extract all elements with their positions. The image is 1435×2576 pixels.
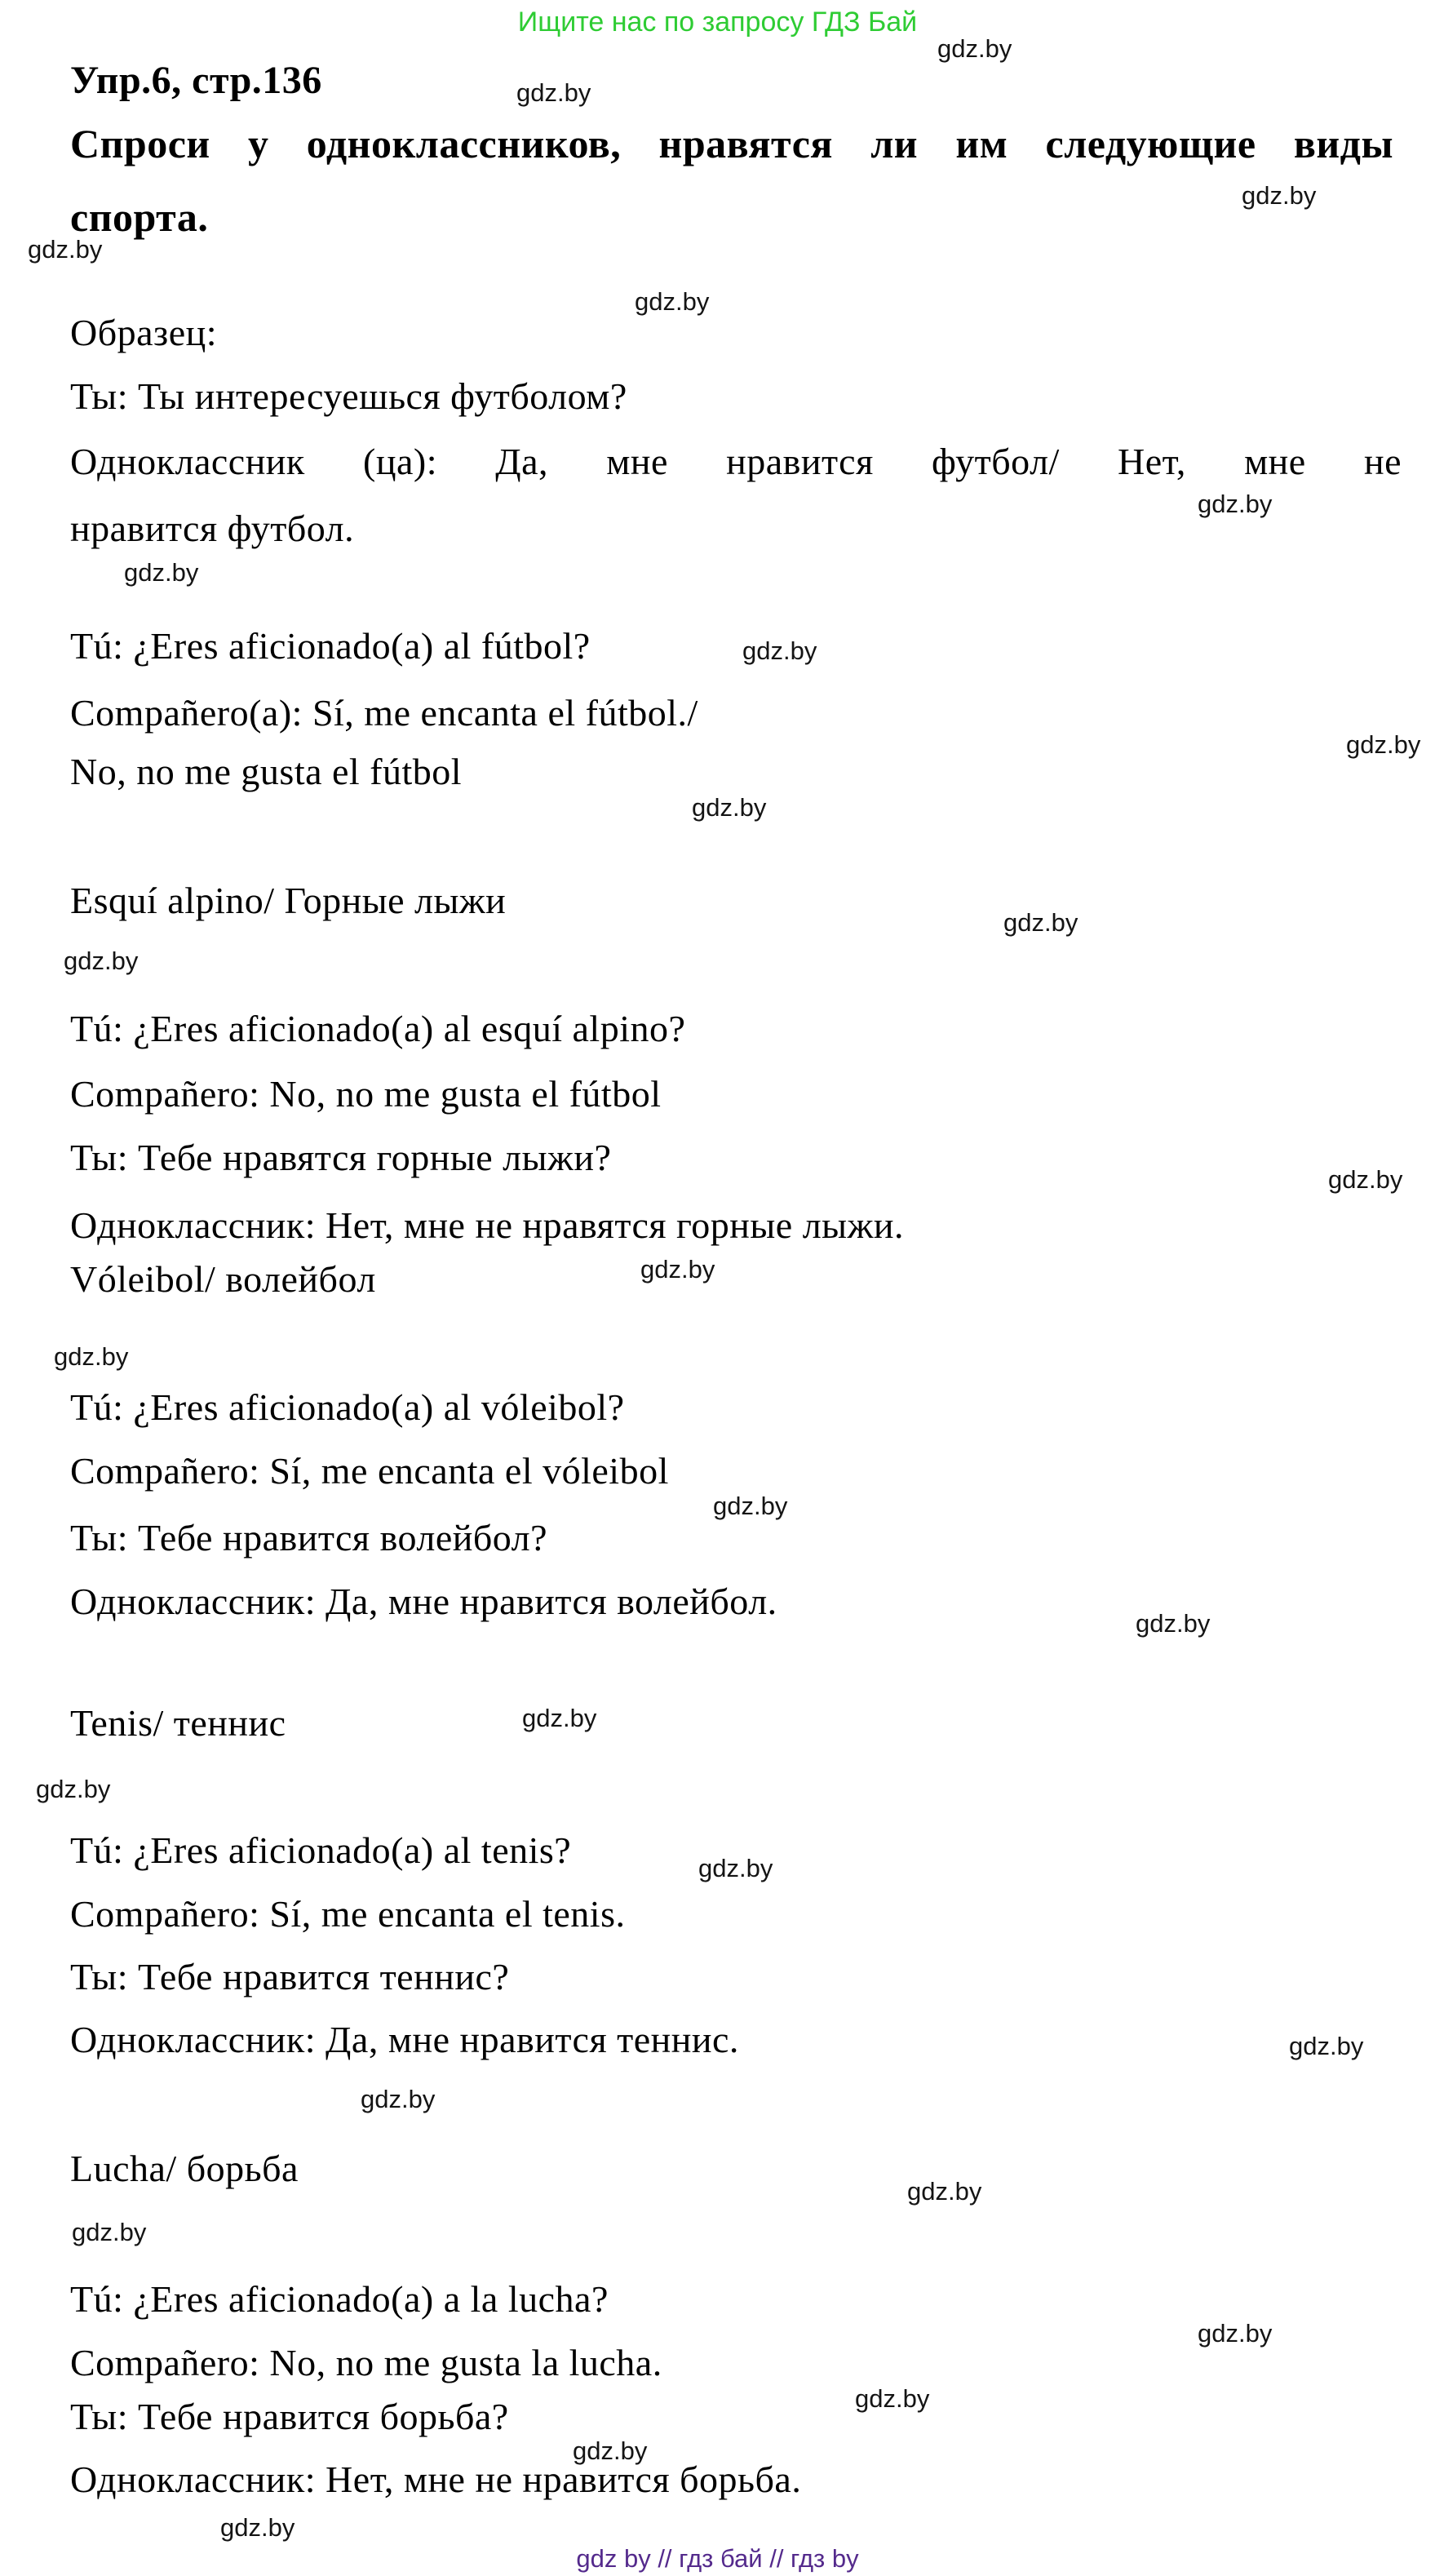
gdzby-watermark: gdz.by xyxy=(54,1342,129,1371)
gdzby-watermark: gdz.by xyxy=(635,287,710,316)
dialogue-ru-answer: Одноклассник: Нет, мне не нравится борьба. xyxy=(70,2459,802,2500)
dialogue-ru-answer: Одноклассник: Нет, мне не нравятся горные лыжи. xyxy=(70,1204,904,1246)
dialogue-es-answer: Compañero: No, no me gusta la lucha. xyxy=(70,2342,662,2383)
sample-es-answer-line-2: No, no me gusta el fútbol xyxy=(70,751,463,792)
dialogue-ru-answer: Одноклассник: Да, мне нравится теннис. xyxy=(70,2019,739,2060)
promo-note-top: Ищите нас по запросу ГДЗ Бай xyxy=(517,7,918,38)
gdzby-watermark: gdz.by xyxy=(937,34,1012,63)
gdzby-watermark: gdz.by xyxy=(742,636,817,665)
gdzby-watermark: gdz.by xyxy=(1289,2032,1364,2060)
dialogue-ru-answer: Одноклассник: Да, мне нравится волейбол. xyxy=(70,1581,777,1622)
gdzby-watermark: gdz.by xyxy=(698,1854,773,1882)
dialogue-ru-question: Ты: Тебе нравится волейбол? xyxy=(70,1517,548,1558)
gdzby-watermark: gdz.by xyxy=(220,2513,295,2542)
section-heading: Esquí alpino/ Горные лыжи xyxy=(70,880,507,921)
dialogue-es-question: Tú: ¿Eres aficionado(a) al tenis? xyxy=(70,1829,572,1871)
sample-ru-question: Ты: Ты интересуешься футболом? xyxy=(70,375,627,417)
gdzby-watermark: gdz.by xyxy=(692,793,767,822)
gdzby-watermark: gdz.by xyxy=(28,235,103,264)
gdzby-watermark: gdz.by xyxy=(907,2177,982,2206)
gdzby-watermark: gdz.by xyxy=(713,1492,788,1520)
dialogue-es-answer: Compañero: Sí, me encanta el tenis. xyxy=(70,1893,626,1935)
dialogue-es-answer: Compañero: No, no me gusta el fútbol xyxy=(70,1073,662,1115)
sample-es-answer-line-1: Compañero(a): Sí, me encanta el fútbol./ xyxy=(70,692,698,734)
gdzby-watermark: gdz.by xyxy=(522,1704,597,1732)
sample-ru-answer-line-1: Одноклассник (ца): Да, мне нравится футбол/ Нет, мне не xyxy=(70,441,1402,482)
dialogue-es-question: Tú: ¿Eres aficionado(a) al vóleibol? xyxy=(70,1386,625,1428)
gdzby-watermark: gdz.by xyxy=(1328,1165,1403,1194)
section-heading: Tenis/ теннис xyxy=(70,1702,286,1744)
gdzby-watermark: gdz.by xyxy=(573,2436,648,2465)
gdzby-watermark: gdz.by xyxy=(64,947,139,975)
gdzby-watermark: gdz.by xyxy=(1242,181,1317,210)
gdzby-watermark: gdz.by xyxy=(1003,908,1078,937)
gdzby-watermark: gdz.by xyxy=(361,2085,436,2113)
dialogue-es-answer: Compañero: Sí, me encanta el vóleibol xyxy=(70,1450,669,1492)
gdzby-watermark: gdz.by xyxy=(855,2384,930,2413)
promo-note-bottom: gdz by // гдз бай // гдз by xyxy=(576,2544,859,2573)
instruction-line-2: спорта. xyxy=(70,194,209,240)
section-heading: Lucha/ борьба xyxy=(70,2148,299,2189)
gdzby-watermark: gdz.by xyxy=(1136,1609,1211,1638)
dialogue-es-question: Tú: ¿Eres aficionado(a) a la lucha? xyxy=(70,2278,609,2320)
gdzby-watermark: gdz.by xyxy=(72,2218,147,2246)
section-heading: Vóleibol/ волейбол xyxy=(70,1258,376,1300)
gdzby-watermark: gdz.by xyxy=(1198,2319,1273,2348)
sample-es-question: Tú: ¿Eres aficionado(a) al fútbol? xyxy=(70,625,591,667)
instruction-line-1: Спроси у одноклассников, нравятся ли им следующие виды xyxy=(70,121,1393,166)
gdzby-watermark: gdz.by xyxy=(36,1775,111,1803)
gdzby-watermark: gdz.by xyxy=(640,1255,715,1284)
gdzby-watermark: gdz.by xyxy=(516,78,591,107)
gdzby-watermark: gdz.by xyxy=(1198,490,1273,518)
gdzby-watermark: gdz.by xyxy=(124,558,199,587)
gdzby-watermark: gdz.by xyxy=(1346,730,1421,759)
dialogue-ru-question: Ты: Тебе нравится теннис? xyxy=(70,1956,510,1997)
dialogue-es-question: Tú: ¿Eres aficionado(a) al esquí alpino? xyxy=(70,1008,686,1049)
dialogue-ru-question: Ты: Тебе нравятся горные лыжи? xyxy=(70,1137,612,1178)
sample-ru-answer-line-2: нравится футбол. xyxy=(70,508,355,549)
dialogue-ru-question: Ты: Тебе нравится борьба? xyxy=(70,2396,509,2437)
exercise-title: Упр.6, стр.136 xyxy=(70,59,322,102)
sample-label: Образец: xyxy=(70,312,218,353)
